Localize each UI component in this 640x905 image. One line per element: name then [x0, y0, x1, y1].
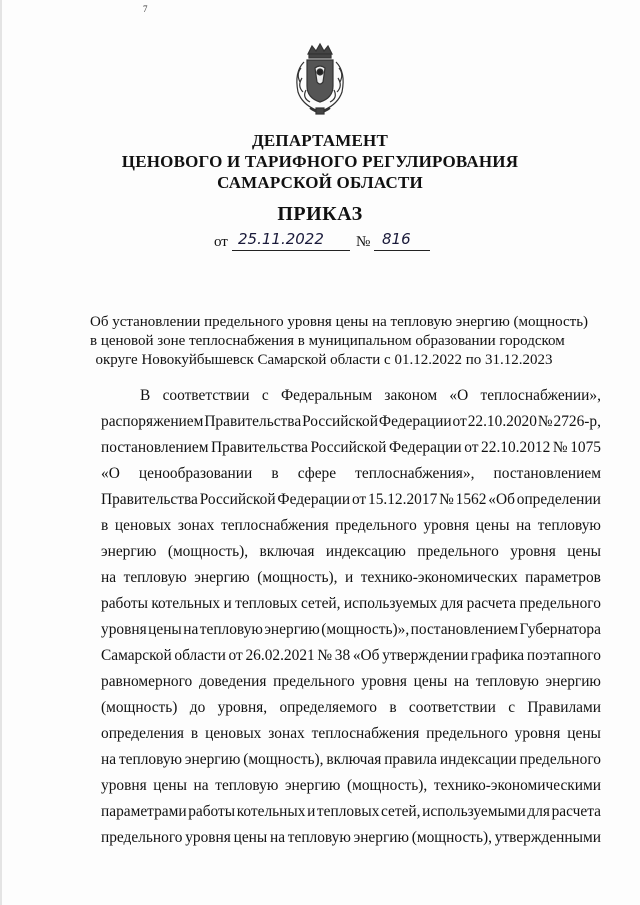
body-word: (мощность),: [243, 751, 324, 768]
body-word: 26.02.2021: [245, 647, 315, 664]
body-word: предельного: [519, 751, 601, 768]
body-word: уровня: [185, 829, 231, 846]
body-word: №: [537, 413, 553, 430]
body-word: утверждении: [382, 647, 469, 664]
body-line: [101, 695, 601, 721]
body-word: №: [552, 439, 568, 456]
body-word: Федерации: [388, 439, 462, 456]
body-word: до: [189, 699, 206, 716]
body-word: распоряжением: [101, 413, 204, 430]
body-word: и: [223, 595, 232, 612]
body-word: определении: [516, 491, 601, 508]
body-word: уровня: [101, 777, 147, 794]
body-word: предельного: [101, 829, 183, 846]
body-word: с: [508, 699, 516, 716]
body-word: в: [101, 517, 109, 534]
body-word: №: [317, 647, 333, 664]
body-word: Правилами: [527, 699, 601, 716]
body-word: уровня: [101, 621, 147, 638]
body-word: энергию: [545, 673, 601, 690]
body-word: графика: [471, 647, 525, 664]
subject-line: Об установлении предельного уровня цены на тепловую энергию (мощность): [90, 314, 589, 330]
body-word: предельного: [273, 673, 355, 690]
body-word: уровня: [510, 543, 556, 560]
order-title: ПРИКАЗ: [277, 203, 363, 225]
body-word: определяемого: [279, 699, 378, 716]
body-word: теплоснабжения»,: [355, 465, 475, 482]
body-word: предельного: [519, 595, 601, 612]
body-word: уровня: [514, 725, 561, 742]
body-word: Федерации: [277, 491, 351, 508]
body-word: сфере: [297, 465, 337, 482]
body-word: предельного: [426, 725, 508, 742]
body-word: ценообразовании: [138, 465, 253, 482]
body-word: энергию: [264, 621, 320, 638]
body-word: теплоснабжения: [220, 517, 329, 534]
body-word: от: [351, 491, 367, 508]
subject-line: в ценовой зоне теплоснабжения в муниципальном образовании городском: [90, 333, 565, 349]
body-line: [101, 643, 601, 669]
body-word: 15.12.2017: [368, 491, 438, 508]
body-line: [101, 773, 601, 799]
body-word: теплоснабжении»,: [480, 387, 601, 404]
body-line: [101, 409, 601, 435]
body-line: [101, 461, 601, 487]
body-word: зонах: [177, 517, 215, 534]
body-word: Российской: [310, 439, 387, 456]
body-word: «Об: [352, 647, 380, 664]
body-word: (мощность): [101, 699, 178, 716]
body-word: цены: [233, 829, 268, 846]
body-word: (мощность),: [167, 543, 249, 560]
body-word: цены: [413, 673, 448, 690]
body-word: уровня,: [217, 699, 268, 716]
date-label: от: [214, 234, 228, 250]
body-word: предельного: [417, 543, 499, 560]
body-word: в: [190, 725, 199, 742]
body-word: утвержденными: [494, 829, 601, 846]
body-line: [101, 669, 601, 695]
body-word: от: [452, 413, 467, 430]
body-word: на: [183, 621, 199, 638]
body-word: цены: [475, 517, 510, 534]
department-title-line-1: ДЕПАРТАМЕНТ: [251, 131, 389, 150]
body-word: законом: [384, 387, 438, 404]
body-word: Правительства: [204, 413, 302, 430]
body-word: ценовых: [205, 725, 262, 742]
body-line: [101, 513, 601, 539]
samara-coat-of-arms-icon: [290, 42, 350, 118]
body-word: соответствии: [408, 699, 496, 716]
body-word: тепловую: [475, 673, 539, 690]
body-word: Федерации: [378, 413, 452, 430]
body-word: на: [269, 829, 286, 846]
body-word: 22.10.2020: [467, 413, 537, 430]
body-word: цены: [567, 725, 601, 742]
body-line: [101, 747, 601, 773]
order-body-text: [101, 383, 601, 851]
order-subject: [90, 313, 589, 370]
body-word: 22.10.2012: [481, 439, 551, 456]
body-word: правила: [384, 751, 437, 768]
body-word: зонах: [268, 725, 305, 742]
body-line: [101, 539, 601, 565]
body-word: тепловую: [287, 829, 351, 846]
body-word: 1075: [570, 439, 601, 456]
body-word: индексации: [439, 751, 517, 768]
body-word: расчета: [551, 803, 601, 820]
body-line: [101, 435, 601, 461]
body-word: параметров: [525, 569, 601, 586]
body-word: в: [389, 699, 397, 716]
body-word: Правительства: [101, 491, 198, 508]
body-word: тепловую: [123, 569, 187, 586]
body-line: [101, 565, 601, 591]
body-word: (мощность),: [346, 777, 428, 794]
body-word: 1562: [455, 491, 487, 508]
body-word: постановлением: [101, 439, 209, 456]
body-word: сетей,: [301, 595, 341, 612]
body-word: ценовых: [114, 517, 172, 534]
body-word: с: [261, 387, 269, 404]
body-word: энергию: [353, 829, 410, 846]
body-word: (мощность)»,: [321, 621, 410, 638]
body-word: сетей,: [381, 803, 421, 820]
body-word: 2726-р,: [553, 413, 601, 430]
body-word: цены: [567, 543, 601, 560]
body-line: [101, 825, 601, 851]
body-word: доведения: [198, 673, 267, 690]
body-word: для: [440, 595, 464, 612]
body-word: Самарской: [101, 647, 172, 664]
body-line: [101, 487, 601, 513]
body-word: цены: [153, 777, 187, 794]
body-line: [101, 383, 601, 409]
body-line: [101, 721, 601, 747]
body-word: для: [527, 803, 550, 820]
body-word: В: [140, 387, 151, 404]
body-word: энергию: [184, 751, 241, 768]
body-word: цены: [148, 621, 182, 638]
body-word: на: [193, 777, 209, 794]
body-word: включая: [326, 751, 382, 768]
body-word: №: [439, 491, 454, 508]
body-word: «О: [101, 465, 120, 482]
corner-mark: 7: [143, 4, 148, 14]
body-word: области: [174, 647, 226, 664]
body-word: от: [228, 647, 243, 664]
body-word: тепловую: [118, 751, 183, 768]
body-word: в: [271, 465, 279, 482]
body-line: [101, 591, 601, 617]
body-word: тепловых: [235, 595, 298, 612]
body-line: [101, 617, 601, 643]
subject-line: округе Новокуйбышевск Самарской области с 01.12.2022 по 31.12.2023: [95, 352, 553, 368]
body-word: Губернатора: [519, 621, 601, 638]
body-word: предельного: [335, 517, 417, 534]
body-word: Российской: [199, 491, 276, 508]
body-word: Федеральным: [280, 387, 373, 404]
body-word: постановлением: [410, 621, 519, 638]
body-word: равномерного: [101, 673, 193, 690]
body-word: тепловую: [537, 517, 601, 534]
order-date-number-line: [190, 230, 450, 256]
body-word: соответствии: [162, 387, 250, 404]
body-word: тепловых: [316, 803, 380, 820]
body-word: поэтапного: [526, 647, 601, 664]
body-word: технико-экономическими: [433, 777, 601, 794]
body-word: энергию: [101, 543, 157, 560]
body-word: используемыми: [422, 803, 526, 820]
body-word: используемых: [343, 595, 438, 612]
body-word: расчета: [466, 595, 517, 612]
body-word: теплоснабжения: [311, 725, 420, 742]
date-value: 25.11.2022: [238, 230, 324, 248]
body-word: определения: [101, 725, 184, 742]
body-word: энергию: [284, 777, 341, 794]
body-word: котельных: [236, 803, 306, 820]
body-word: работы: [188, 803, 236, 820]
body-word: 38: [334, 647, 351, 664]
body-word: на: [101, 751, 117, 768]
body-word: на: [101, 569, 117, 586]
body-word: Правительства: [211, 439, 308, 456]
number-value: 816: [382, 230, 411, 248]
body-word: и: [307, 803, 316, 820]
body-word: энергию: [194, 569, 250, 586]
body-word: включая: [259, 543, 315, 560]
body-word: «Об: [488, 491, 515, 508]
body-word: на: [453, 673, 470, 690]
body-word: (мощность),: [257, 569, 338, 586]
body-word: от: [464, 439, 479, 456]
body-word: технико-экономических: [360, 569, 518, 586]
department-title-line-2: ЦЕНОВОГО И ТАРИФНОГО РЕГУЛИРОВАНИЯ: [121, 152, 519, 171]
body-word: параметрами: [101, 803, 187, 820]
body-word: тепловую: [199, 621, 263, 638]
body-word: индексацию: [325, 543, 406, 560]
body-line: [101, 799, 601, 825]
body-word: и: [345, 569, 354, 586]
body-word: тепловую: [215, 777, 279, 794]
department-title-line-3: САМАРСКОЙ ОБЛАСТИ: [217, 173, 423, 192]
body-word: котельных: [151, 595, 221, 612]
body-word: работы: [101, 595, 148, 612]
body-word: на: [516, 517, 532, 534]
body-word: (мощность),: [411, 829, 493, 846]
body-word: постановлением: [493, 465, 601, 482]
body-word: «О: [449, 387, 469, 404]
body-word: Российской: [302, 413, 378, 430]
body-word: уровня: [361, 673, 407, 690]
number-underline: [374, 250, 430, 251]
date-underline: [232, 250, 350, 251]
number-label: №: [356, 234, 371, 250]
body-word: уровня: [423, 517, 470, 534]
